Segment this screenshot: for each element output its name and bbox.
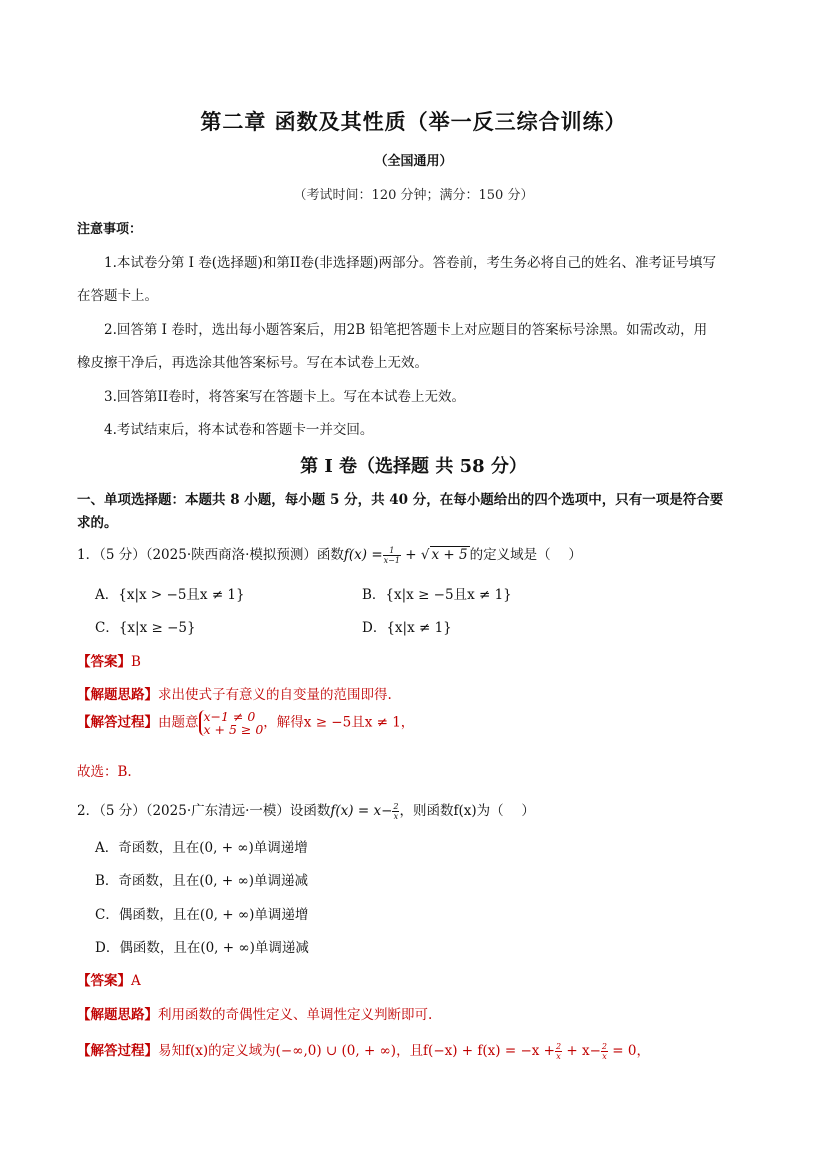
q2-idea-text: 利用函数的奇偶性定义、单调性定义判断即可. xyxy=(158,1007,433,1023)
exam-info: （考试时间：120 分钟；满分：150 分） xyxy=(293,188,534,203)
q1-option-a: A．{x|x > −5且x ≠ 1} xyxy=(95,587,245,603)
q1-process xyxy=(77,710,414,736)
q2-frac-den: x xyxy=(393,812,399,821)
notice-item-2-line-2: 橡皮擦干净后，再选涂其他答案标号。写在本试卷上无效。 xyxy=(77,355,428,371)
page-title: 第二章 函数及其性质（举一反三综合训练） xyxy=(200,109,627,134)
notice-item-1-line-2: 在答题卡上。 xyxy=(77,288,158,304)
q1-equation-system xyxy=(199,710,264,736)
q1-process-label: 【解答过程】 xyxy=(77,714,158,731)
notice-item-2-line-1: 2.回答第 I 卷时，选出每小题答案后，用2B 铅笔把答题卡上对应题目的答案标号涂黑。如需改动，用 xyxy=(104,322,708,338)
q2-option-a: A．奇函数，且在(0, + ∞)单调递增 xyxy=(95,840,308,856)
q2-frac2-den: x xyxy=(602,1052,607,1061)
q1-answer xyxy=(77,650,141,670)
q2-process xyxy=(77,1039,650,1061)
q2-option-c: C．偶函数，且在(0, + ∞)单调递增 xyxy=(95,907,309,923)
q1-choose: 故选：B. xyxy=(77,764,132,780)
q1-plus: + xyxy=(400,547,421,563)
q1-system-line-2: x + 5 ≥ 0 xyxy=(203,722,264,737)
q2-option-b: B．奇函数，且在(0, + ∞)单调递减 xyxy=(95,873,308,889)
q2-option-d: D．偶函数，且在(0, + ∞)单调递减 xyxy=(95,940,309,956)
page-subtitle: （全国通用） xyxy=(374,154,453,169)
q2-process-b: + x− xyxy=(562,1043,601,1059)
q1-fraction xyxy=(383,546,401,565)
q2-idea-label: 【解题思路】 xyxy=(77,1007,158,1023)
notice-item-4: 4.考试结束后，将本试卷和答题卡一并交回。 xyxy=(104,422,374,438)
q1-option-b: B．{x|x ≥ −5且x ≠ 1} xyxy=(362,587,512,603)
q1-system-line-1: x−1 ≠ 0 xyxy=(203,709,256,724)
q1-answer-label: 【答案】 xyxy=(77,654,131,670)
q1-frac-den: x−1 xyxy=(383,556,400,565)
q1-sqrt-body: x + 5 xyxy=(431,547,468,563)
q1-idea xyxy=(77,683,392,703)
notice-item-3: 3.回答第II卷时，将答案写在答题卡上。写在本试卷上无效。 xyxy=(104,389,466,405)
q2-prefix: 2．（5 分）（2025·广东清远·一模）设函数 xyxy=(77,803,331,819)
notice-item-1-line-1: 1.本试卷分第 I 卷(选择题)和第II卷(非选择题)两部分。答卷前，考生务必将自己的姓名、准考证号填写 xyxy=(104,255,717,271)
q1-idea-text: 求出使式子有意义的自变量的范围即得. xyxy=(158,687,392,703)
q1-process-prefix: 由题意 xyxy=(158,714,199,731)
q1-option-d: D．{x|x ≠ 1} xyxy=(362,620,452,636)
q2-answer-label: 【答案】 xyxy=(77,973,131,989)
notice-title: 注意事项： xyxy=(77,222,143,237)
section-title: 第 I 卷（选择题 共 58 分） xyxy=(300,456,527,477)
q1-prefix: 1．（5 分）（2025·陕西商洛·模拟预测）函数 xyxy=(77,547,344,563)
q2-stem xyxy=(77,799,535,821)
sqrt-icon: √ xyxy=(420,547,430,563)
q1-frac-num: 1 xyxy=(383,546,401,556)
q2-frac1-den: x xyxy=(556,1052,561,1061)
q1-idea-label: 【解题思路】 xyxy=(77,687,158,703)
q2-func: f(x) = x− xyxy=(330,803,393,819)
q2-process-fraction-2 xyxy=(601,1042,608,1061)
q1-answer-value: B xyxy=(131,654,141,670)
q2-process-fraction-1 xyxy=(555,1042,562,1061)
section-intro-line-2: 求的。 xyxy=(77,515,118,531)
q2-process-label: 【解答过程】 xyxy=(77,1043,158,1059)
q2-idea xyxy=(77,1003,432,1023)
q1-func: f(x) = xyxy=(343,547,383,563)
q2-frac-num: 2 xyxy=(393,802,399,811)
q2-frac2-num: 2 xyxy=(601,1042,607,1051)
section-intro-line-1: 一、单项选择题：本题共 8 小题，每小题 5 分，共 40 分，在每小题给出的四个选项中，只有一项是符合要 xyxy=(77,492,724,508)
q1-process-suffix: ，解得x ≥ −5且x ≠ 1， xyxy=(263,714,415,731)
q1-suffix: 的定义域是（ ） xyxy=(469,547,582,563)
q2-answer xyxy=(77,969,141,989)
q2-process-c: = 0， xyxy=(608,1043,650,1059)
q2-process-a: 易知f(x)的定义域为(−∞,0) ∪ (0, + ∞)，且f(−x) + f(x) = −x + xyxy=(158,1043,555,1059)
q2-frac1-num: 2 xyxy=(555,1042,562,1051)
q1-option-c: C．{x|x ≥ −5} xyxy=(95,620,196,636)
q1-stem xyxy=(77,543,582,565)
q2-answer-value: A xyxy=(131,973,141,989)
q2-suffix: ，则函数f(x)为（ ） xyxy=(399,803,535,819)
